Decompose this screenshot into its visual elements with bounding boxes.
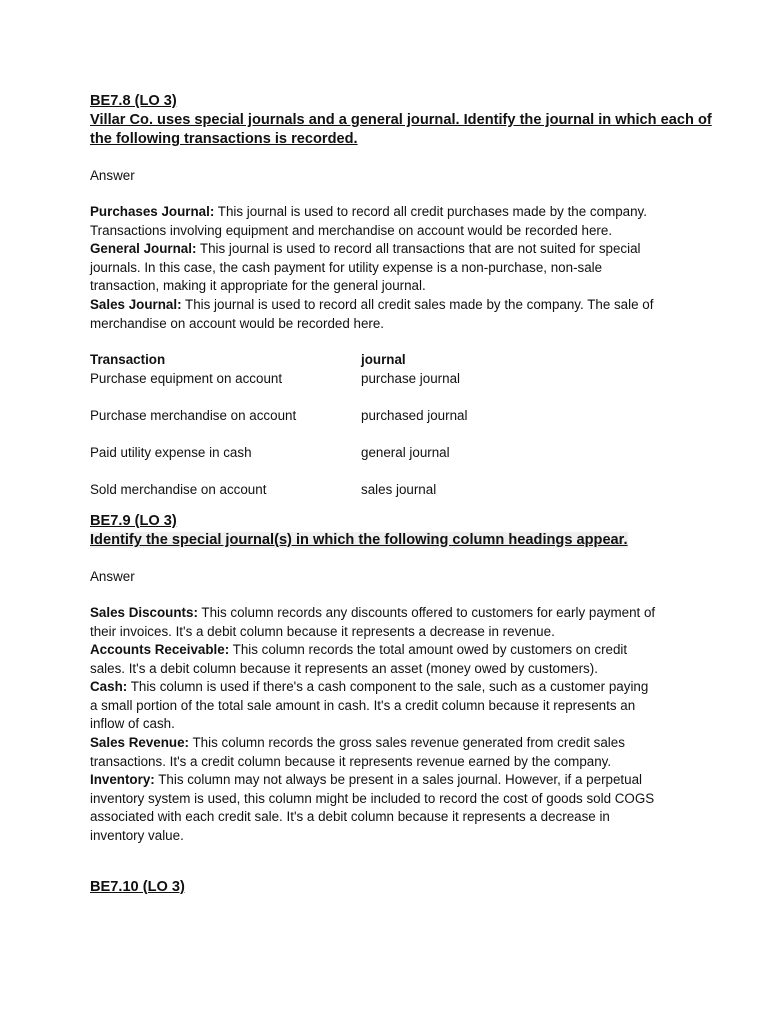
paragraph-line: merchandise on account would be recorded here.: [90, 315, 385, 331]
be710-heading: [90, 878, 762, 897]
be79-answer-label: Answer: [90, 568, 135, 584]
paragraph-line: their invoices. It's a debit column because it represents a decrease in revenue.: [90, 623, 555, 639]
document-page: [90, 92, 762, 897]
transaction-journal-table: [90, 351, 762, 500]
paragraph-line: transactions. It's a credit column because it represents revenue earned by the company.: [90, 753, 612, 769]
paragraph-line: General Journal: This journal is used to record all transactions that are not suited for special: [90, 241, 641, 257]
transaction-cell: Sold merchandise on account: [90, 482, 267, 498]
table-row: [90, 481, 762, 500]
paragraph-line: sales. It's a debit column because it represents an asset (money owed by customers).: [90, 660, 598, 676]
transaction-cell: Purchase equipment on account: [90, 370, 283, 386]
paragraph-line: inflow of cash.: [90, 716, 175, 732]
transaction-cell: Purchase merchandise on account: [90, 407, 297, 423]
be78-heading: [90, 92, 762, 149]
journal-cell: purchase journal: [361, 370, 461, 386]
be78-title: BE7.8 (LO 3): [90, 93, 177, 109]
header-transaction: Transaction: [90, 352, 166, 368]
paragraph-line: Purchases Journal: This journal is used to record all credit purchases made by the company.: [90, 204, 647, 219]
paragraph-line: Sales Discounts: This column records any discounts offered to customers for early payment of: [90, 604, 656, 620]
header-journal: journal: [361, 352, 406, 368]
paragraph-line: journals. In this case, the cash payment for utility expense is a non-purchase, non-sale: [90, 259, 603, 275]
journal-cell: purchased journal: [361, 407, 468, 423]
be79-explanation: [90, 604, 762, 846]
paragraph-line: Sales Journal: This journal is used to record all credit sales made by the company. The sale of: [90, 296, 654, 312]
be79-question-line-1: Identify the special journal(s) in which the following column headings appear.: [90, 531, 628, 548]
journal-cell: general journal: [361, 445, 450, 461]
paragraph-line: inventory value.: [90, 828, 184, 844]
table-row: [90, 370, 762, 389]
table-row: [90, 444, 762, 463]
paragraph-line: a small portion of the total sale amount in cash. It's a credit column because it represents an: [90, 697, 636, 713]
be78-explanation: [90, 203, 762, 333]
table-header-row: [90, 351, 762, 370]
be710-title: BE7.10 (LO 3): [90, 878, 185, 895]
paragraph-line: Accounts Receivable: This column records the total amount owed by customers on credit: [90, 642, 628, 658]
paragraph-line: Inventory: This column may not always be present in a sales journal. However, if a perpetual: [90, 772, 643, 788]
be78-question-line-2: the following transactions is recorded.: [90, 131, 358, 147]
transaction-cell: Paid utility expense in cash: [90, 445, 252, 461]
table-row: [90, 407, 762, 426]
paragraph-line: associated with each credit sale. It's a debit column because it represents a decrease in: [90, 809, 610, 825]
paragraph-line: transaction, making it appropriate for the general journal.: [90, 278, 426, 294]
journal-cell: sales journal: [361, 482, 437, 498]
paragraph-line: Transactions involving equipment and merchandise on account would be recorded here.: [90, 222, 613, 238]
be78-question-line-1: Villar Co. uses special journals and a general journal. Identify the journal in which each of: [90, 112, 712, 128]
paragraph-line: Sales Revenue: This column records the gross sales revenue generated from credit sales: [90, 735, 625, 751]
be79-title: BE7.9 (LO 3): [90, 512, 177, 529]
be78-answer-label: Answer: [90, 168, 135, 183]
paragraph-line: inventory system is used, this column might be included to record the cost of goods sold COGS: [90, 790, 655, 806]
paragraph-line: Cash: This column is used if there's a cash component to the sale, such as a customer paying: [90, 679, 649, 695]
be79-heading: [90, 512, 762, 550]
